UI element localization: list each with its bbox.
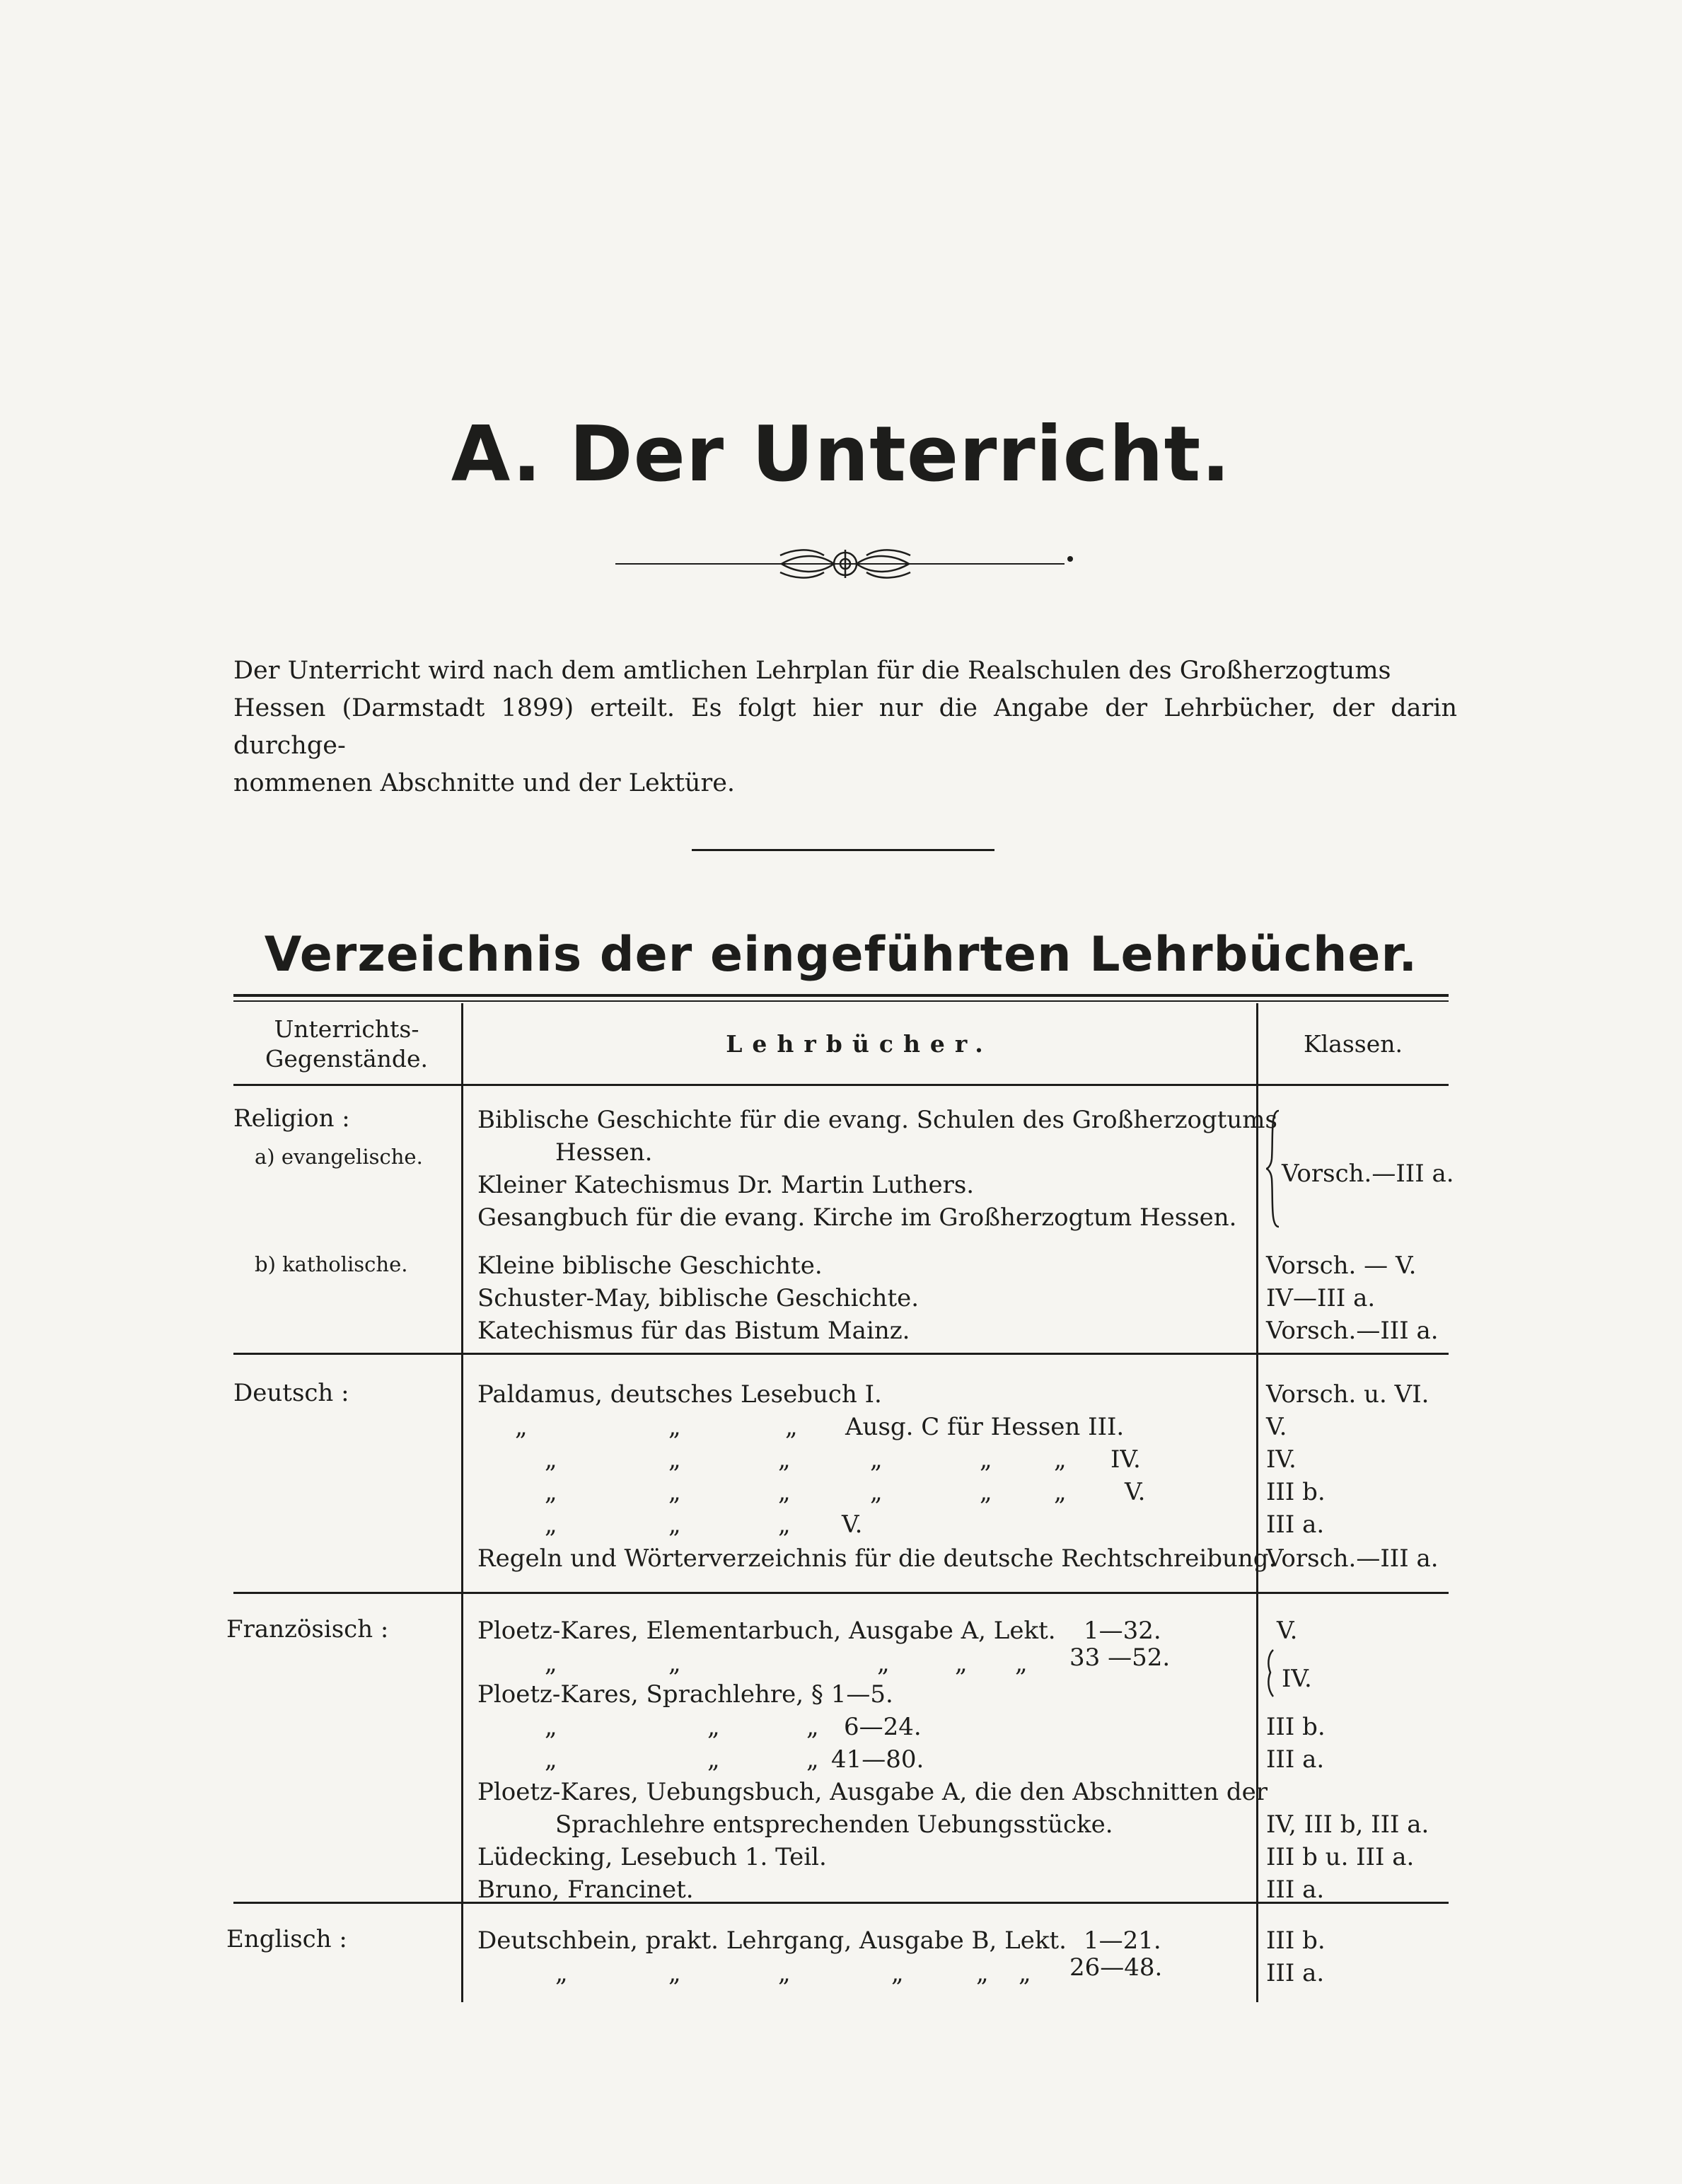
ditto-mark: „: [806, 1745, 819, 1774]
book-entry: Katechismus für das Bistum Mainz.: [477, 1317, 910, 1345]
book-entry: Sprachlehre entsprechenden Uebungsstücke.: [555, 1810, 1113, 1839]
class-entry: III b.: [1266, 1713, 1326, 1741]
book-entry: Schuster-May, biblische Geschichte.: [477, 1284, 920, 1312]
section-rule: [233, 1353, 1449, 1355]
subject-label: Deutsch :: [233, 1379, 349, 1407]
class-entry: III a.: [1266, 1959, 1325, 1987]
book-entry: Paldamus, deutsches Lesebuch I.: [477, 1380, 882, 1409]
table-top-rule-thin: [233, 1000, 1449, 1002]
class-entry: III a.: [1266, 1510, 1325, 1539]
lesson-range: 1—32.: [1084, 1617, 1161, 1645]
section-divider: [692, 849, 994, 851]
subject-label: Französisch :: [226, 1615, 389, 1643]
lesson-range: 6—24.: [844, 1713, 922, 1741]
book-entry: Ausg. C für Hessen III.: [845, 1413, 1125, 1441]
lesson-range: 26—48.: [1069, 1953, 1163, 1982]
ditto-mark: „: [668, 1478, 681, 1506]
ditto-mark: „: [545, 1649, 557, 1677]
ditto-mark: „: [778, 1478, 791, 1506]
book-entry: Gesangbuch für die evang. Kirche im Großherzogtum Hessen.: [477, 1203, 1237, 1232]
ditto-mark: „: [1054, 1445, 1067, 1474]
class-entry: III b.: [1266, 1926, 1326, 1955]
ditto-mark: „: [707, 1713, 720, 1741]
class-entry: Vorsch.—III a.: [1266, 1544, 1439, 1573]
ditto-mark: „: [806, 1713, 819, 1741]
book-entry: Deutschbein, prakt. Lehrgang, Ausgabe B, Lekt.: [477, 1926, 1067, 1955]
lesson-range: 41—80.: [831, 1745, 924, 1774]
book-entry: Regeln und Wörterverzeichnis für die deutsche Rechtschreibung.: [477, 1544, 1277, 1573]
section-title: Verzeichnis der eingeführten Lehrbücher.: [264, 927, 1418, 983]
section-rule: [233, 1592, 1449, 1594]
class-entry: III b u. III a.: [1266, 1843, 1415, 1871]
ditto-mark: „: [976, 1959, 989, 1987]
ditto-mark: „: [555, 1959, 568, 1987]
header-books: Lehrbücher.: [726, 1030, 993, 1058]
ditto-mark: „: [545, 1713, 557, 1741]
book-entry: IV.: [1110, 1445, 1141, 1474]
ditto-mark: „: [707, 1745, 720, 1774]
book-entry: Ploetz-Kares, Elementarbuch, Ausgabe A, Lekt.: [477, 1617, 1056, 1645]
column-divider: [1256, 1003, 1258, 2002]
book-entry: Hessen.: [555, 1138, 653, 1167]
intro-line: nommenen Abschnitte und der Lektüre.: [233, 769, 736, 797]
ditto-mark: „: [980, 1478, 992, 1506]
page-title: A. Der Unterricht.: [451, 410, 1231, 499]
ornament-divider-icon: [612, 534, 1079, 591]
class-entry: Vorsch. — V.: [1266, 1252, 1417, 1280]
ditto-mark: „: [1054, 1478, 1067, 1506]
ditto-mark: „: [891, 1959, 904, 1987]
bracket-icon: [1263, 1648, 1275, 1698]
ditto-mark: „: [870, 1445, 883, 1474]
class-entry: Vorsch.—III a.: [1266, 1317, 1439, 1345]
header-subjects-line: Unterrichts-: [274, 1015, 419, 1043]
ditto-mark: „: [1019, 1959, 1031, 1987]
intro-paragraph: [233, 652, 1457, 802]
header-subjects-line: Gegenstände.: [265, 1045, 429, 1073]
header-subjects: [237, 1015, 456, 1074]
class-entry: III a.: [1266, 1745, 1325, 1774]
class-entry: III a.: [1266, 1876, 1325, 1904]
ditto-mark: „: [545, 1445, 557, 1474]
column-divider: [461, 1003, 463, 2002]
ditto-mark: „: [515, 1413, 528, 1441]
book-entry: V.: [842, 1510, 863, 1539]
class-entry: Vorsch. u. VI.: [1266, 1380, 1429, 1409]
book-entry: Kleiner Katechismus Dr. Martin Luthers.: [477, 1171, 975, 1199]
table-top-rule: [233, 994, 1449, 997]
book-entry: Bruno, Francinet.: [477, 1876, 694, 1904]
book-entry: Kleine biblische Geschichte.: [477, 1252, 823, 1280]
ditto-mark: „: [778, 1445, 791, 1474]
intro-line: Der Unterricht wird nach dem amtlichen Lehrplan für die Realschulen des Großherzogtums: [233, 657, 1391, 685]
ditto-mark: „: [778, 1510, 791, 1539]
header-rule: [233, 1084, 1449, 1086]
ditto-mark: „: [668, 1510, 681, 1539]
ditto-mark: „: [870, 1478, 883, 1506]
ditto-mark: „: [668, 1413, 681, 1441]
ditto-mark: „: [668, 1649, 681, 1677]
lesson-range: 1—21.: [1084, 1926, 1161, 1955]
ditto-mark: „: [877, 1649, 890, 1677]
intro-line: Hessen (Darmstadt 1899) erteilt. Es folgt hier nur die Angabe der Lehrbücher, der darin durchge-: [233, 694, 1457, 760]
subject-label: Religion :: [233, 1104, 350, 1133]
class-entry: Vorsch.—III a.: [1282, 1160, 1454, 1188]
class-entry: III b.: [1266, 1478, 1326, 1506]
curly-brace-icon: [1265, 1109, 1282, 1228]
ditto-mark: „: [785, 1413, 798, 1441]
ditto-mark: „: [668, 1445, 681, 1474]
header-classes: Klassen.: [1303, 1030, 1403, 1058]
subject-label: Englisch :: [226, 1925, 347, 1953]
ditto-mark: „: [955, 1649, 968, 1677]
ditto-mark: „: [545, 1745, 557, 1774]
book-entry: Biblische Geschichte für die evang. Schulen des Großherzogtums: [477, 1106, 1277, 1134]
lesson-range: 33 —52.: [1069, 1643, 1171, 1672]
class-entry: IV.: [1282, 1665, 1312, 1693]
ditto-mark: „: [980, 1445, 992, 1474]
ditto-mark: „: [545, 1478, 557, 1506]
class-entry: V.: [1277, 1617, 1298, 1645]
subject-sub-label: b) katholische.: [255, 1252, 408, 1276]
class-entry: IV, III b, III a.: [1266, 1810, 1429, 1839]
ditto-mark: „: [1015, 1649, 1028, 1677]
class-entry: IV.: [1266, 1445, 1297, 1474]
book-entry: Lüdecking, Lesebuch 1. Teil.: [477, 1843, 827, 1871]
ditto-mark: „: [668, 1959, 681, 1987]
ditto-mark: „: [545, 1510, 557, 1539]
book-entry: Ploetz-Kares, Sprachlehre, § 1—5.: [477, 1680, 893, 1709]
book-entry: V.: [1125, 1478, 1146, 1506]
class-entry: IV—III a.: [1266, 1284, 1376, 1312]
subject-sub-label: a) evangelische.: [255, 1145, 423, 1169]
ditto-mark: „: [778, 1959, 791, 1987]
book-entry: Ploetz-Kares, Uebungsbuch, Ausgabe A, die den Abschnitten der: [477, 1778, 1268, 1806]
class-entry: V.: [1266, 1413, 1287, 1441]
